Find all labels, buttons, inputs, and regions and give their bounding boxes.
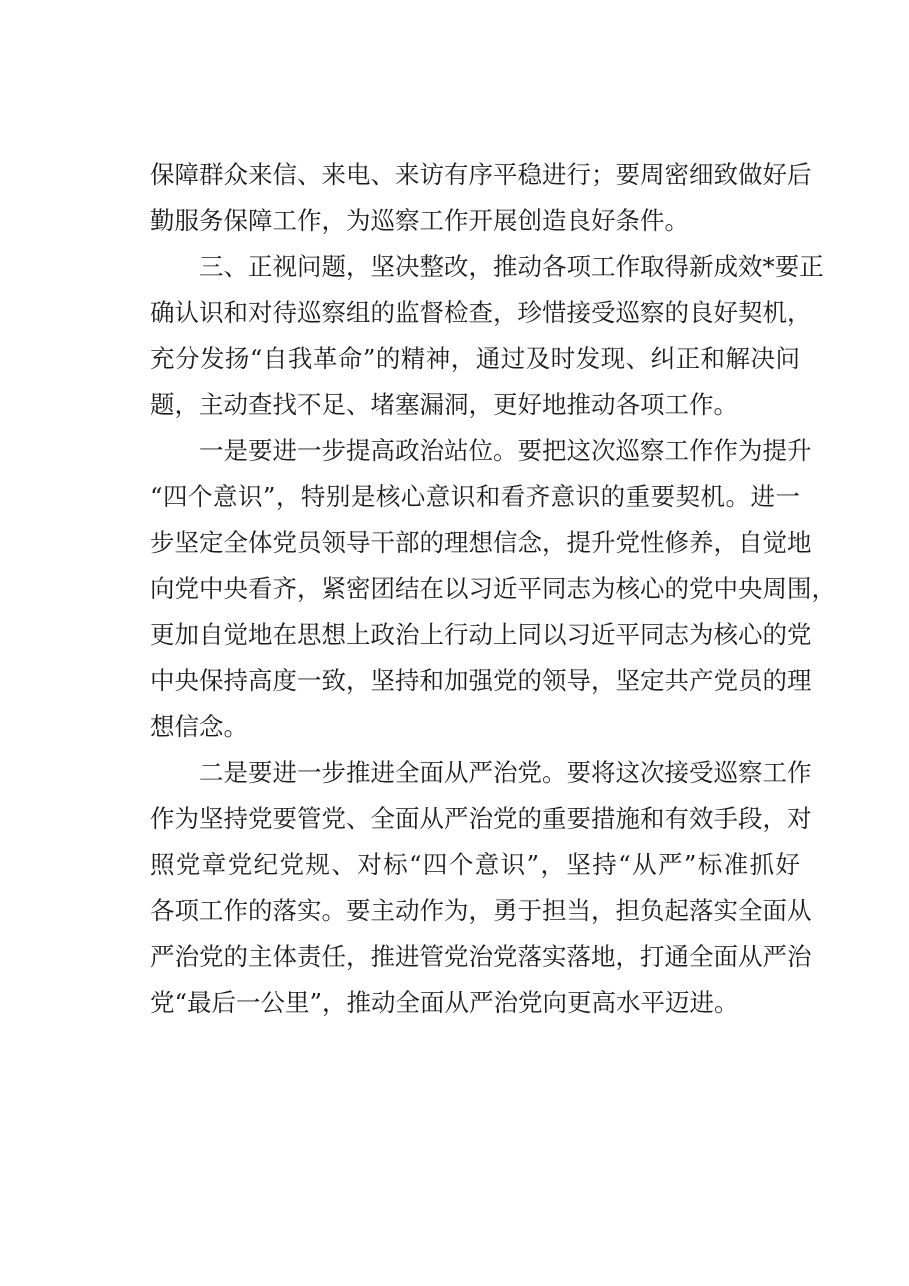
paragraph-4-line-2: 作为坚持党要管党、全面从严治党的重要措施和有效手段，对 [150, 804, 812, 833]
paragraph-3-line-2: “四个意识”，特别是核心意识和看齐意识的重要契机。进一 [150, 482, 800, 511]
paragraph-1-line-2: 勤服务保障工作，为巡察工作开展创造良好条件。 [150, 206, 689, 235]
paragraph-4-line-3: 照党章党纪党规、对标“四个意识”，坚持“从严”标准抓好 [150, 850, 800, 879]
paragraph-3-line-6: 中央保持高度一致，坚持和加强党的领导，坚定共产党员的理 [150, 666, 812, 695]
document-body [150, 152, 836, 1026]
paragraph-4-line-4: 各项工作的落实。要主动作为，勇于担当，担负起落实全面从 [150, 896, 812, 925]
paragraph-2-line-2: 确认识和对待巡察组的监督检查，珍惜接受巡察的良好契机， [150, 298, 812, 327]
paragraph-2-line-3: 充分发扬“自我革命”的精神，通过及时发现、纠正和解决问 [150, 344, 800, 373]
paragraph-3-line-4: 向党中央看齐，紧密团结在以习近平同志为核心的党中央周围， [150, 574, 836, 603]
paragraph-2-line-4: 题，主动查找不足、堵塞漏洞，更好地推动各项工作。 [150, 390, 738, 419]
paragraph-3-line-1: 一是要进一步提高政治站位。要把这次巡察工作作为提升 [199, 436, 812, 465]
paragraph-4-line-6: 党“最后一公里”，推动全面从严治党向更高水平迈进。 [150, 988, 739, 1017]
paragraph-3-line-7: 想信念。 [150, 712, 248, 741]
paragraph-3-line-3: 步坚定全体党员领导干部的理想信念，提升党性修养，自觉地 [150, 528, 812, 557]
paragraph-4-line-5: 严治党的主体责任，推进管党治党落实落地，打通全面从严治 [150, 942, 812, 971]
paragraph-3-line-5: 更加自觉地在思想上政治上行动上同以习近平同志为核心的党 [150, 620, 812, 649]
paragraph-2-line-1: 三、正视问题，坚决整改，推动各项工作取得新成效*要正 [199, 252, 824, 281]
paragraph-4-line-1: 二是要进一步推进全面从严治党。要将这次接受巡察工作 [199, 758, 812, 787]
paragraph-1-line-1: 保障群众来信、来电、来访有序平稳进行；要周密细致做好后 [150, 160, 812, 189]
